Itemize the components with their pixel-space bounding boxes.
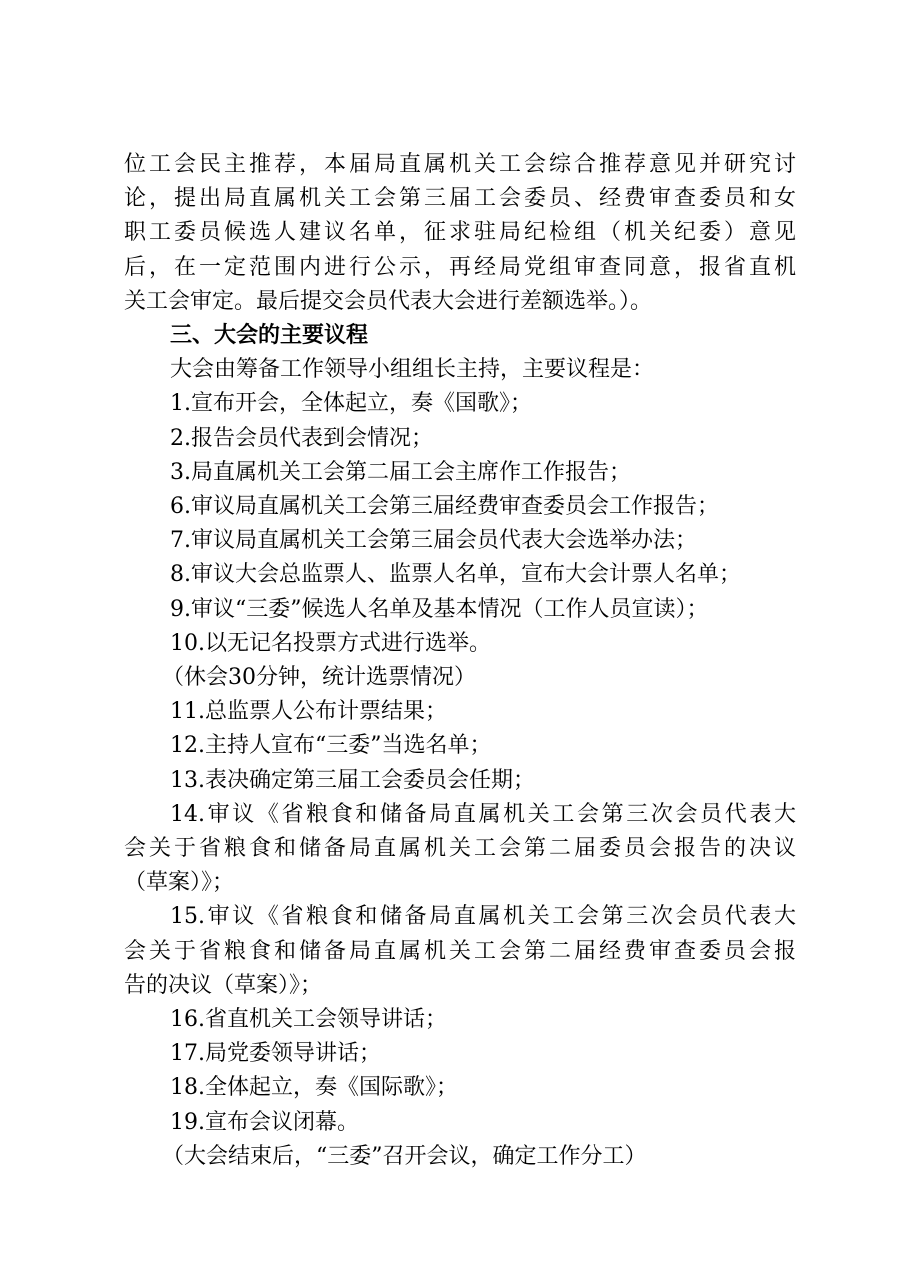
intro-line: 关工会审定。最后提交会员代表大会进行差额选举。）。 [124, 288, 653, 314]
agenda-item: 12.主持人宣布“三委”当选名单； [170, 733, 492, 759]
intro-line: 后，在一定范围内进行公示，再经局党组审查同意，报省直机 [124, 254, 796, 280]
resolution-line: 告的决议（草案）》； [124, 972, 323, 998]
resolution-line: 会关于省粮食和储备局直属机关工会第二届委员会报告的决议 [124, 836, 796, 862]
agenda-item: 9.审议“三委”候选人名单及基本情况（工作人员宣读）； [170, 596, 709, 622]
resolution-line: （草案）》； [124, 870, 235, 896]
agenda-item: 6.审议局直属机关工会第三届经费审查委员会工作报告； [170, 494, 719, 520]
resolution-line: 15.审议《省粮食和储备局直属机关工会第三次会员代表大 [170, 904, 796, 930]
agenda-lead: 大会由筹备工作领导小组组长主持，主要议程是： [170, 357, 655, 383]
section-heading: 三、大会的主要议程 [170, 323, 369, 349]
document-body [124, 148, 796, 1174]
resolution-item-14 [124, 798, 796, 901]
intro-line: 职工委员候选人建议名单，征求驻局纪检组（机关纪委）意见 [124, 220, 796, 246]
agenda-item: 7.审议局直属机关工会第三届会员代表大会选举办法； [170, 528, 697, 554]
agenda-item: 19.宣布会议闭幕。 [170, 1109, 359, 1135]
closing-note: （大会结束后，“三委”召开会议，确定工作分工） [162, 1143, 647, 1169]
agenda-item: 18.全体起立，奏《国际歌》； [170, 1075, 458, 1101]
agenda-item: 10.以无记名投票方式进行选举。 [170, 630, 491, 656]
agenda-item: 3.局直属机关工会第二届工会主席作工作报告； [170, 459, 631, 485]
agenda-item: 17.局党委领导讲话； [170, 1041, 381, 1067]
agenda-item: 2.报告会员代表到会情况； [170, 425, 433, 451]
resolution-line: 14.审议《省粮食和储备局直属机关工会第三次会员代表大 [170, 801, 796, 827]
intro-line: 位工会民主推荐，本届局直属机关工会综合推荐意见并研究讨 [124, 152, 796, 177]
agenda-item: 11.总监票人公布计票结果； [170, 699, 447, 725]
agenda-item: 16.省直机关工会领导讲话； [170, 1007, 447, 1033]
agenda-item: 13.表决确定第三届工会委员会任期； [170, 767, 535, 793]
recess-note: （休会30分钟，统计选票情况） [162, 665, 476, 691]
agenda-item: 1.宣布开会，全体起立，奏《国歌》； [170, 391, 532, 417]
intro-line: 论，提出局直属机关工会第三届工会委员、经费审查委员和女 [124, 186, 796, 212]
resolution-line: 会关于省粮食和储备局直属机关工会第二届经费审查委员会报 [124, 938, 796, 964]
resolution-item-15 [124, 900, 796, 1003]
agenda-item: 8.审议大会总监票人、监票人名单，宣布大会计票人名单； [170, 562, 741, 588]
intro-paragraph [124, 148, 796, 319]
